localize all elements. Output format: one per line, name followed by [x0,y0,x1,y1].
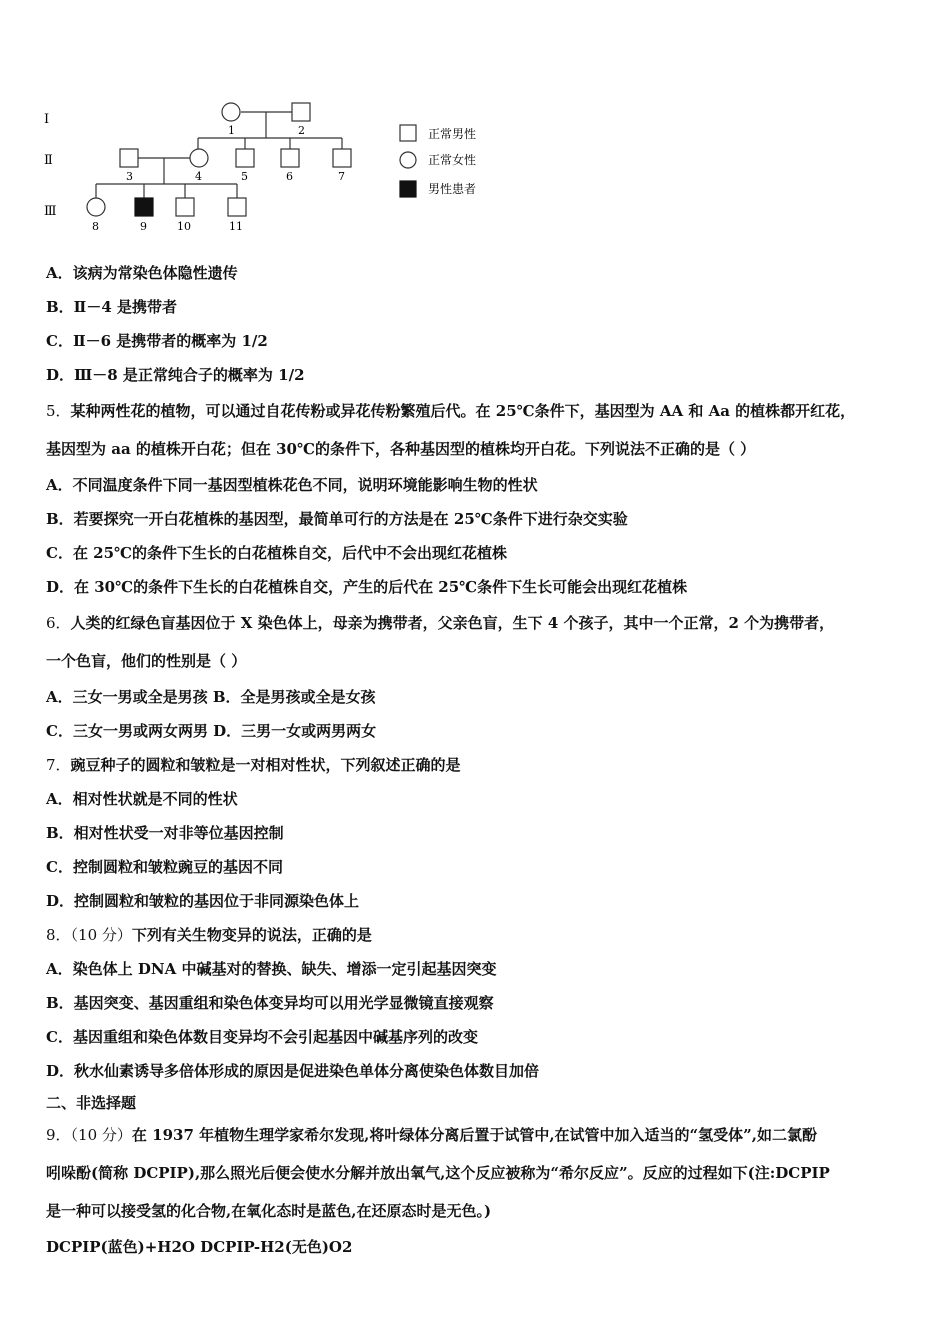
legend-normal-male-icon [400,125,416,141]
q6-stem-text1: 人类的红绿色盲基因位于 X 染色体上，母亲为携带者，父亲色盲，生下 4 个孩子，其中一个正常，2 个为携带者， [70,614,835,632]
individual-label-3: 3 [126,170,133,183]
section-heading-nonchoice: 二、非选择题 [46,1094,137,1112]
q5-stem-line1 [46,392,918,430]
individual-10-male [176,198,194,216]
generation-label-3: Ⅲ [44,204,57,219]
q5-stem-text1: 某种两性花的植物，可以通过自花传粉或异花传粉繁殖后代。在 25℃条件下，基因型为 AA 和 Aa 的植株都开红花， [70,402,856,420]
q9-stem-text1: 在 1937 年植物生理学家希尔发现,将叶绿体分离后置于试管中,在试管中加入适当的“氢受体”,如二氯酚 [131,1126,818,1144]
q8-number: 8．（10 分） [46,926,132,944]
q9-stem-line2: 吲哚酚(简称 DCPIP),那么照光后便会使水分解并放出氧气,这个反应被称为“希尔反应”。反应的过程如下(注:DCPIP [46,1164,830,1182]
q4-option-a: A．该病为常染色体隐性遗传 [46,264,238,282]
q4-option-c: C．Ⅱ－6 是携带者的概率为 1/2 [46,332,268,350]
q8-option-c: C．基因重组和染色体数目变异均不会引起基因中碱基序列的改变 [46,1028,478,1046]
q6-number: 6． [46,614,71,632]
individual-label-11: 11 [229,220,243,233]
individual-label-10: 10 [177,220,191,233]
individual-label-7: 7 [338,170,345,183]
q6-options-ab: A．三女一男或全是男孩 B．全是男孩或全是女孩 [46,688,376,706]
legend-normal-female-icon [400,152,416,168]
individual-5-male [236,149,254,167]
individual-label-2: 2 [298,124,305,137]
q9-reaction-formula: DCPIP(蓝色)+H2O DCPIP-H2(无色)O2 [46,1238,353,1256]
q8-option-d: D．秋水仙素诱导多倍体形成的原因是促进染色单体分离使染色体数目加倍 [46,1062,540,1080]
individual-4-female [190,149,208,167]
individual-8-female [87,198,105,216]
individual-11-male [228,198,246,216]
q5-option-d: D．在 30℃的条件下生长的白花植株自交，产生的后代在 25℃条件下生长可能会出现红花植株 [46,578,688,596]
legend-normal-male-label: 正常男性 [428,127,477,141]
q5-stem-line2: 基因型为 aa 的植株开白花；但在 30℃的条件下，各种基因型的植株均开白花。下列说法不正确的是（ ） [46,440,756,458]
q6-options-cd: C．三女一男或两女两男 D．三男一女或两男两女 [46,722,377,740]
individual-label-1: 1 [228,124,235,137]
q4-option-d: D．Ⅲ－8 是正常纯合子的概率为 1/2 [46,366,305,384]
individual-7-male [333,149,351,167]
generation-label-1: Ⅰ [44,112,50,127]
individual-2-male [292,103,310,121]
individual-label-5: 5 [241,170,248,183]
question-content [46,256,918,1264]
generation-label-2: Ⅱ [44,153,53,168]
q4-option-b: B．Ⅱ－4 是携带者 [46,298,177,316]
q9-stem-line1 [46,1116,918,1154]
q5-option-c: C．在 25℃的条件下生长的白花植株自交，后代中不会出现红花植株 [46,544,508,562]
pedigree-chart [40,92,500,242]
individual-3-male [120,149,138,167]
q6-stem-line2: 一个色盲，他们的性别是（ ） [46,652,247,670]
q7-stem-text: 豌豆种子的圆粒和皱粒是一对相对性状，下列叙述正确的是 [70,756,461,774]
q7-option-b: B．相对性状受一对非等位基因控制 [46,824,284,842]
legend-affected-male-label: 男性患者 [428,182,477,196]
individual-6-male [281,149,299,167]
individual-label-6: 6 [286,170,293,183]
individual-label-9: 9 [140,220,147,233]
q7-option-c: C．控制圆粒和皱粒豌豆的基因不同 [46,858,283,876]
legend-affected-male-icon [400,181,416,197]
q7-option-a: A．相对性状就是不同的性状 [46,790,238,808]
q9-stem-line3: 是一种可以接受氢的化合物,在氧化态时是蓝色,在还原态时是无色。) [46,1202,492,1220]
q8-option-b: B．基因突变、基因重组和染色体变异均可以用光学显微镜直接观察 [46,994,494,1012]
q7-number: 7． [46,756,71,774]
q8-stem [46,918,918,952]
q6-stem-line1 [46,604,918,642]
individual-label-8: 8 [92,220,99,233]
q8-option-a: A．染色体上 DNA 中碱基对的替换、缺失、增添一定引起基因突变 [46,960,497,978]
legend-normal-female-label: 正常女性 [428,153,477,167]
individual-1-female [222,103,240,121]
q5-number: 5． [46,402,71,420]
individual-9-affected-male [135,198,153,216]
q5-option-a: A．不同温度条件下同一基因型植株花色不同，说明环境能影响生物的性状 [46,476,538,494]
individual-label-4: 4 [195,170,202,183]
q7-option-d: D．控制圆粒和皱粒的基因位于非同源染色体上 [46,892,360,910]
q5-option-b: B．若要探究一开白花植株的基因型，最简单可行的方法是在 25℃条件下进行杂交实验 [46,510,628,528]
q8-stem-text: 下列有关生物变异的说法，正确的是 [131,926,372,944]
q7-stem [46,748,918,782]
q9-number: 9．（10 分） [46,1126,132,1144]
